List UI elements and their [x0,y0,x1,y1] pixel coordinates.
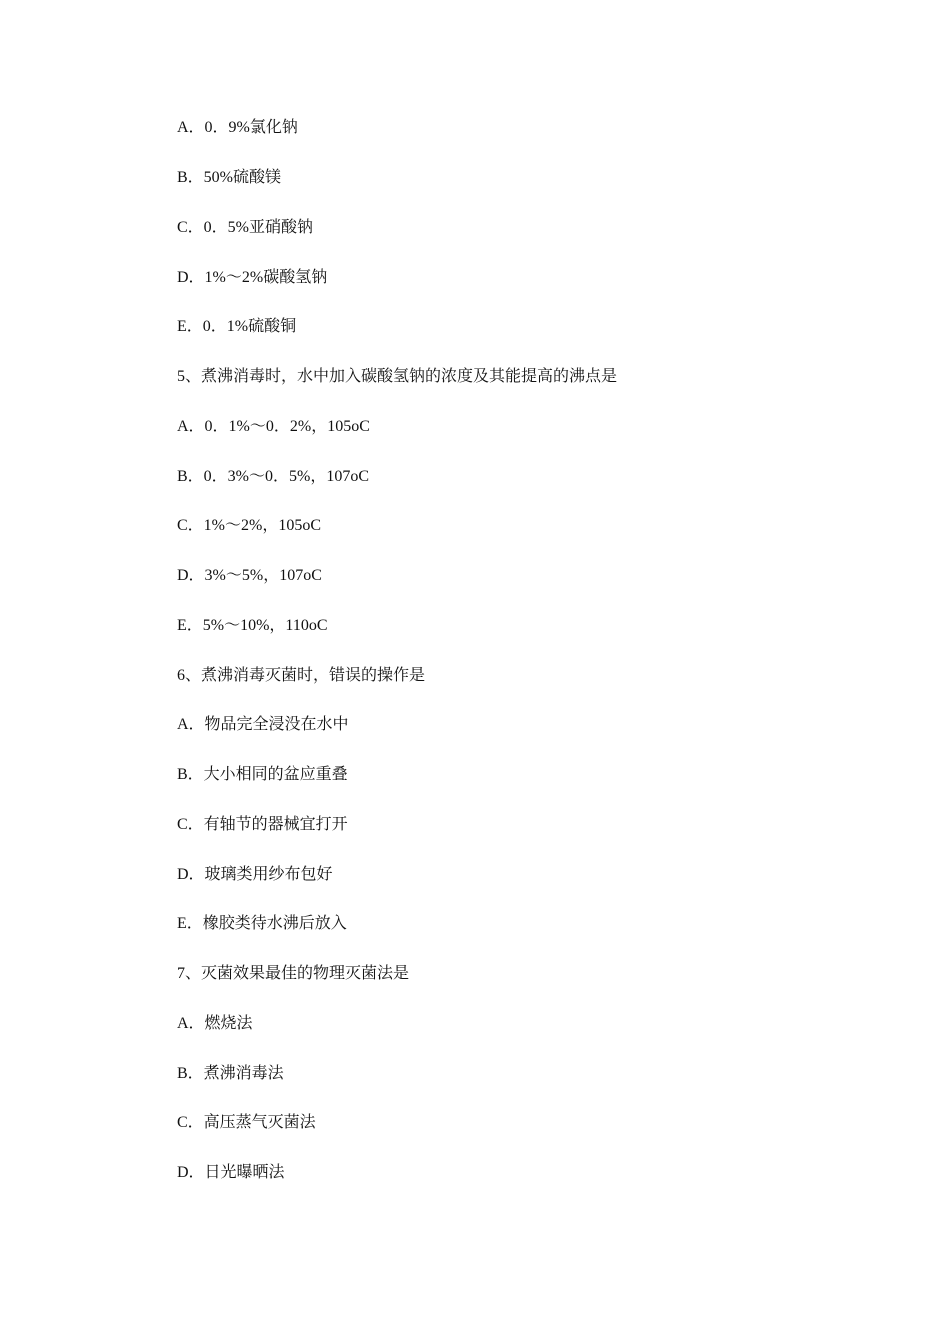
option-line: C．1%～2%，105oC [177,517,322,534]
option-line: B．50%硫酸镁 [177,169,282,186]
option-line: A．0．1%～0．2%，105oC [177,418,370,435]
option-line: D．玻璃类用纱布包好 [177,866,333,883]
option-line: C．高压蒸气灭菌法 [177,1114,316,1131]
option-line: D．3%～5%，107oC [177,567,322,584]
option-line: A．0．9%氯化钠 [177,119,298,136]
option-line: E．0．1%硫酸铜 [177,318,297,335]
option-line: C．0．5%亚硝酸钠 [177,219,314,236]
question-line: 6、煮沸消毒灭菌时，错误的操作是 [177,667,426,684]
question-line: 7、灭菌效果最佳的物理灭菌法是 [177,965,410,982]
option-line: B．大小相同的盆应重叠 [177,766,348,783]
option-line: E．橡胶类待水沸后放入 [177,915,347,932]
option-line: D．日光曝晒法 [177,1164,285,1181]
question-line: 5、煮沸消毒时，水中加入碳酸氢钠的浓度及其能提高的沸点是 [177,368,618,385]
option-line: B．煮沸消毒法 [177,1065,284,1082]
option-line: C．有轴节的器械宜打开 [177,816,348,833]
option-line: A．燃烧法 [177,1015,253,1032]
option-line: B．0．3%～0．5%，107oC [177,468,370,485]
option-line: D．1%～2%碳酸氢钠 [177,269,328,286]
option-line: A．物品完全浸没在水中 [177,716,349,733]
option-line: E．5%～10%，110oC [177,617,328,634]
